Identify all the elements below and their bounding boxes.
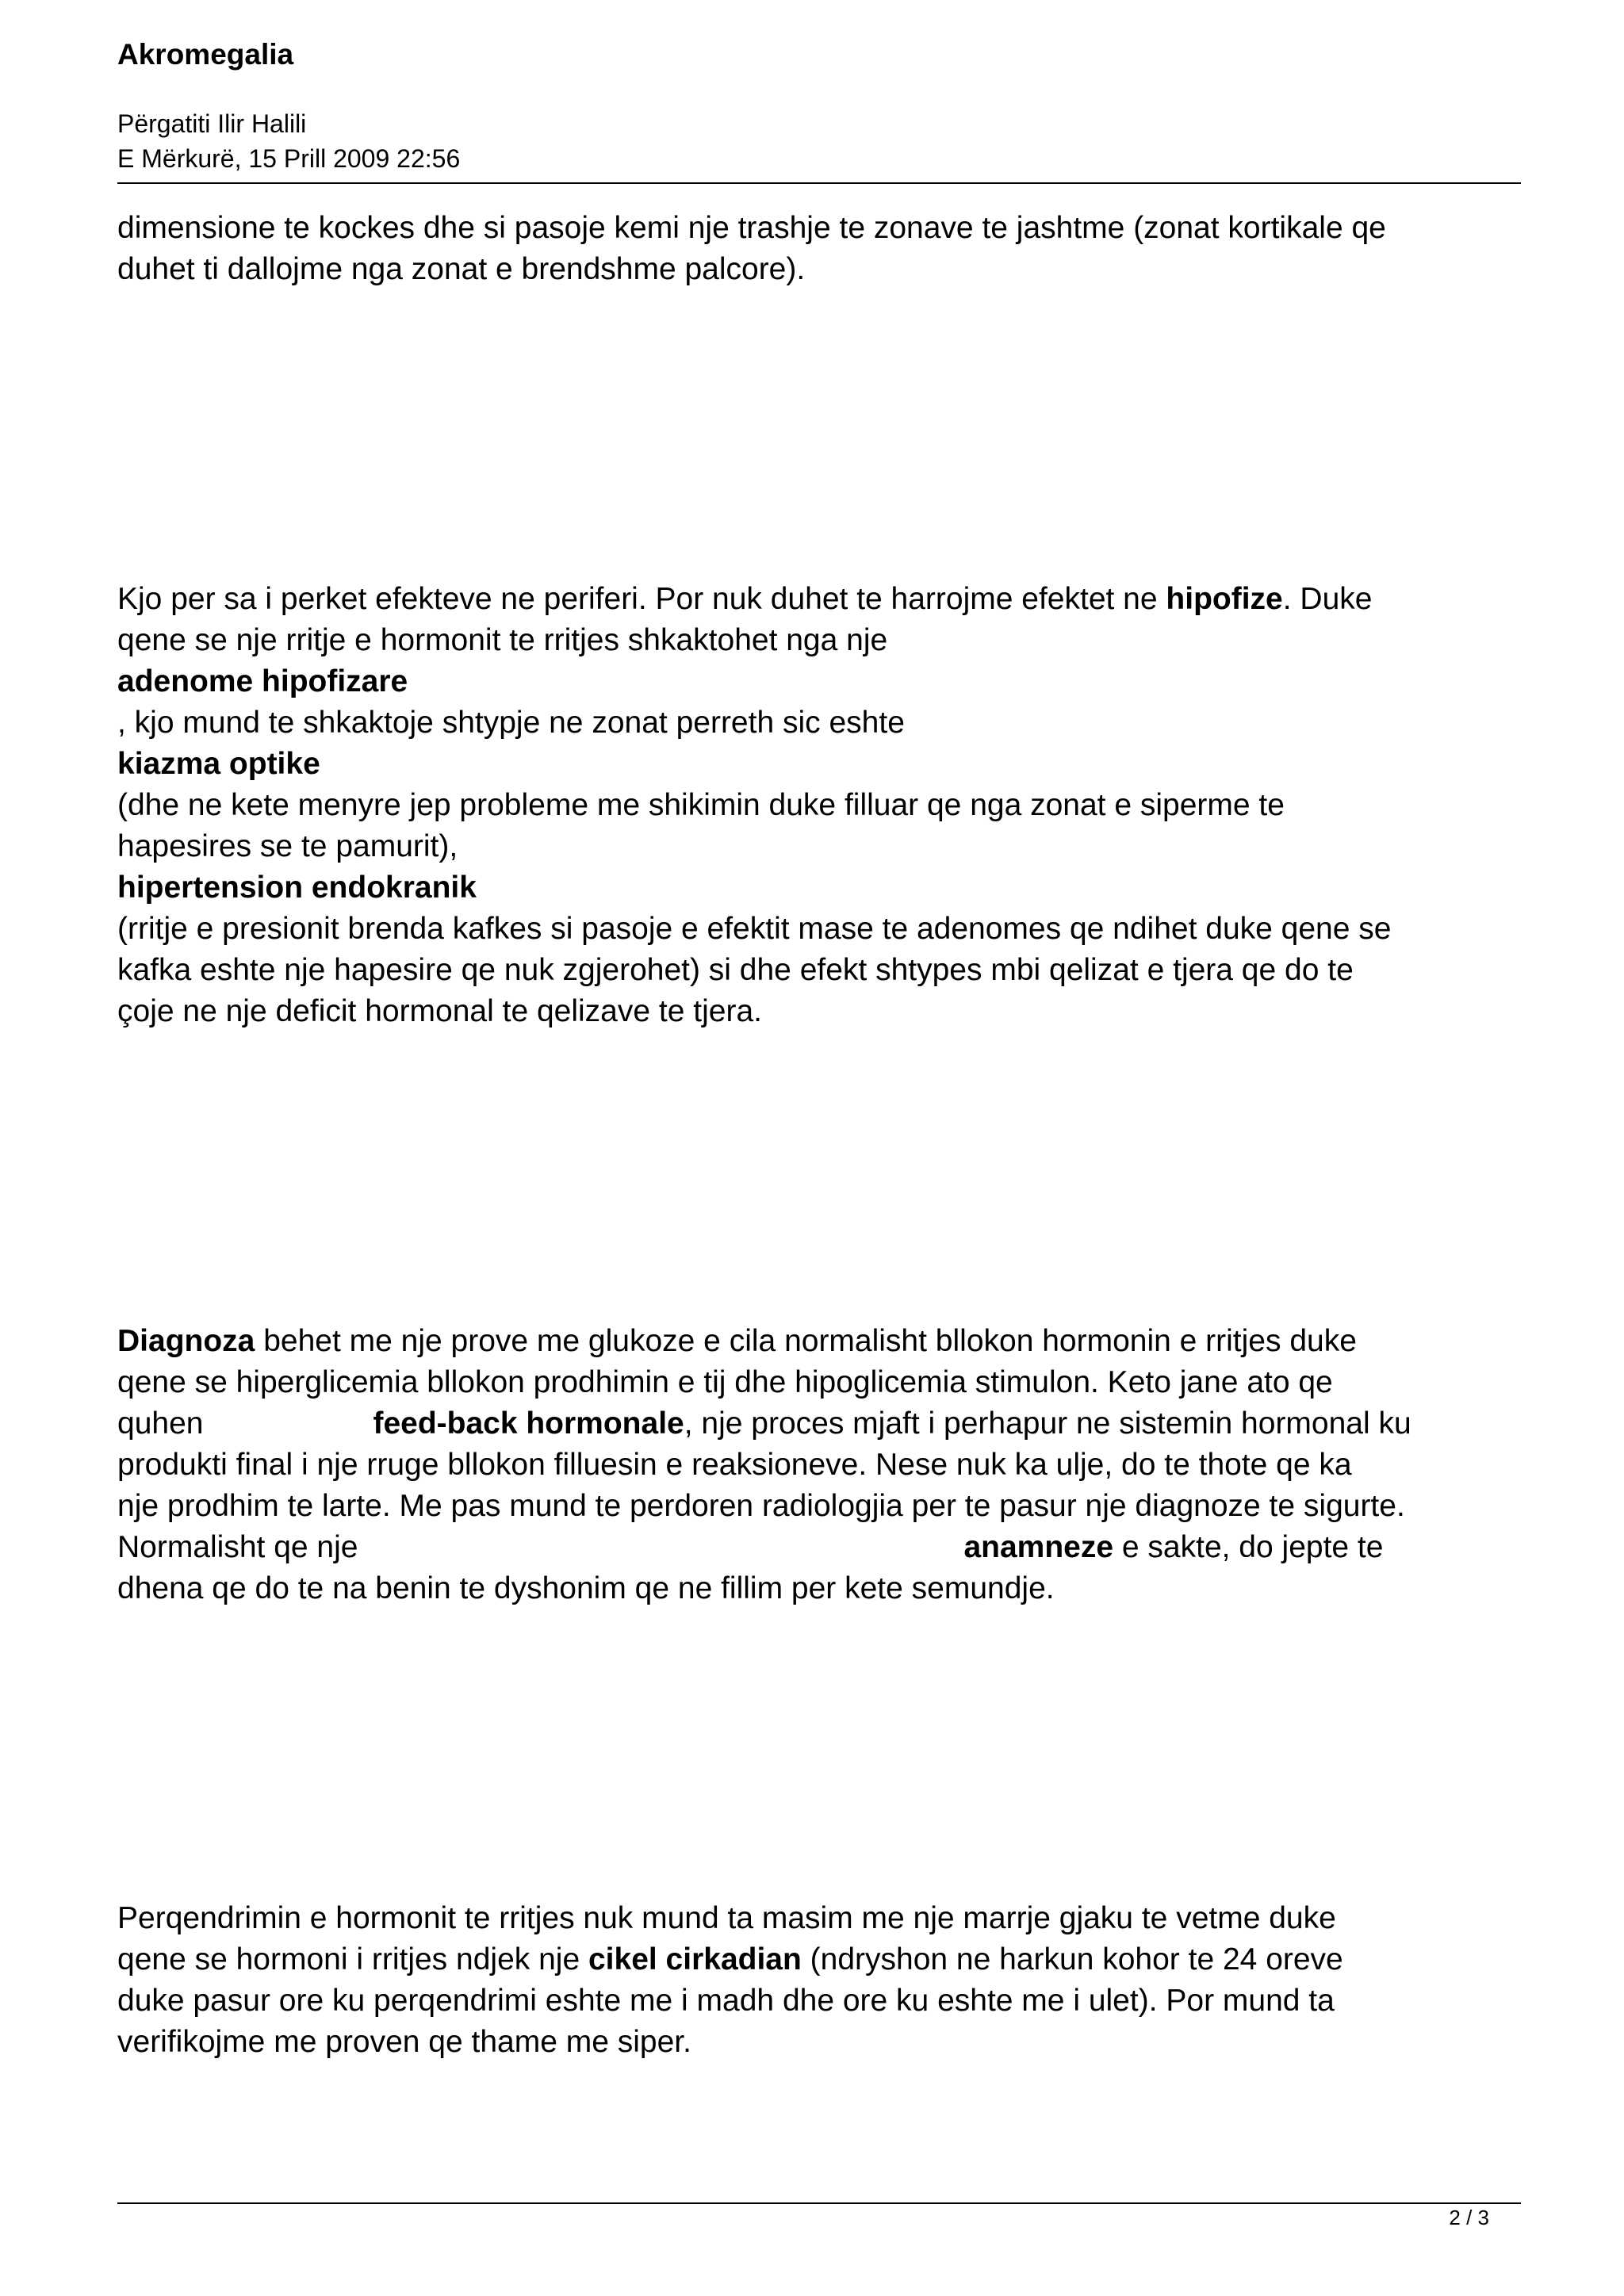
text-line: çoje ne nje deficit hormonal te qelizave te tjera.	[117, 994, 762, 1028]
text-line	[117, 1939, 1529, 1980]
text-line: dhena qe do te na benin te dyshonim qe ne fillim per kete semundje.	[117, 1571, 1055, 1605]
term-anamneze: anamneze	[963, 1530, 1114, 1564]
text-line: duke pasur ore ku perqendrimi eshte me i madh dhe ore ku eshte me i ulet). Por mund ta	[117, 1984, 1335, 2018]
text-line: duhet ti dallojme nga zonat e brendshme palcore).	[117, 252, 806, 286]
text-line: , kjo mund te shkaktoje shtypje ne zonat perreth sic eshte	[117, 706, 905, 740]
document-meta	[117, 106, 460, 176]
text-line: qene se nje rritje e hormonit te rritjes shkaktohet nga nje	[117, 623, 888, 657]
term-hipofize: hipofize	[1166, 582, 1283, 616]
text-line: Perqendrimin e hormonit te rritjes nuk mund ta masim me nje marrje gjaku te vetme duke	[117, 1901, 1336, 1935]
text-line: (dhe ne kete menyre jep probleme me shikimin duke filluar qe nga zonat e siperme te	[117, 788, 1285, 822]
text-line: verifikojme me proven qe thame me siper.	[117, 2025, 691, 2059]
paragraph-3	[117, 1321, 1529, 1609]
term-diagnoza: Diagnoza	[117, 1324, 255, 1358]
text-span: behet me nje prove me glukoze e cila normalisht bllokon hormonin e rritjes duke	[255, 1324, 1357, 1358]
text-line	[117, 579, 1529, 620]
text-line	[117, 1527, 1529, 1568]
paragraph-1	[117, 208, 1529, 290]
text-span: (ndryshon ne harkun kohor te 24 oreve	[801, 1942, 1343, 1976]
date-line: E Mërkurë, 15 Prill 2009 22:56	[117, 144, 461, 173]
text-span: qene se hormoni i rritjes ndjek nje	[117, 1942, 588, 1976]
paragraph-2	[117, 579, 1529, 1032]
text-line	[117, 1403, 1529, 1445]
term-cikel-cirkadian: cikel cirkadian	[588, 1942, 802, 1976]
text-line	[117, 1321, 1529, 1362]
text-line: nje prodhim te larte. Me pas mund te perdoren radiologjia per te pasur nje diagnoze te sigurte.	[117, 1489, 1405, 1523]
text-line: kafka eshte nje hapesire qe nuk zgjerohet) si dhe efekt shtypes mbi qelizat e tjera qe do te	[117, 953, 1354, 987]
text-span: , nje proces mjaft i perhapur ne sistemin hormonal ku	[684, 1406, 1411, 1441]
header-divider	[117, 182, 1521, 184]
page-number: 2 / 3	[1449, 2206, 1489, 2229]
text-span: e sakte, do jepte te	[1113, 1530, 1384, 1564]
text-span: . Duke	[1282, 582, 1373, 616]
text-line: (rritje e presionit brenda kafkes si pasoje e efektit mase te adenomes qe ndihet duke qene se	[117, 912, 1392, 946]
term-adenome-hipofizare: adenome hipofizare	[117, 664, 408, 698]
text-line: dimensione te kockes dhe si pasoje kemi nje trashje te zonave te jashtme (zonat kortikale qe	[117, 211, 1386, 245]
document-title: Akromegalia	[117, 38, 294, 71]
text-line: produkti final i nje rruge bllokon filluesin e reaksioneve. Nese nuk ka ulje, do te thote qe ka	[117, 1448, 1352, 1482]
paragraph-4	[117, 1898, 1529, 2063]
text-span: quhen	[117, 1406, 204, 1441]
term-hipertension-endokranik: hipertension endokranik	[117, 871, 477, 905]
text-span: Normalisht qe nje	[117, 1530, 358, 1564]
text-line: hapesires se te pamurit),	[117, 829, 458, 863]
term-feed-back-hormonale: feed-back hormonale	[373, 1406, 684, 1441]
text-line: qene se hiperglicemia bllokon prodhimin e tij dhe hipoglicemia stimulon. Keto jane ato qe	[117, 1365, 1333, 1399]
term-kiazma-optike: kiazma optike	[117, 747, 320, 781]
author-line: Përgatiti Ilir Halili	[117, 109, 307, 138]
text-span: Kjo per sa i perket efekteve ne periferi. Por nuk duhet te harrojme efektet ne	[117, 582, 1166, 616]
footer-divider	[117, 2202, 1521, 2204]
